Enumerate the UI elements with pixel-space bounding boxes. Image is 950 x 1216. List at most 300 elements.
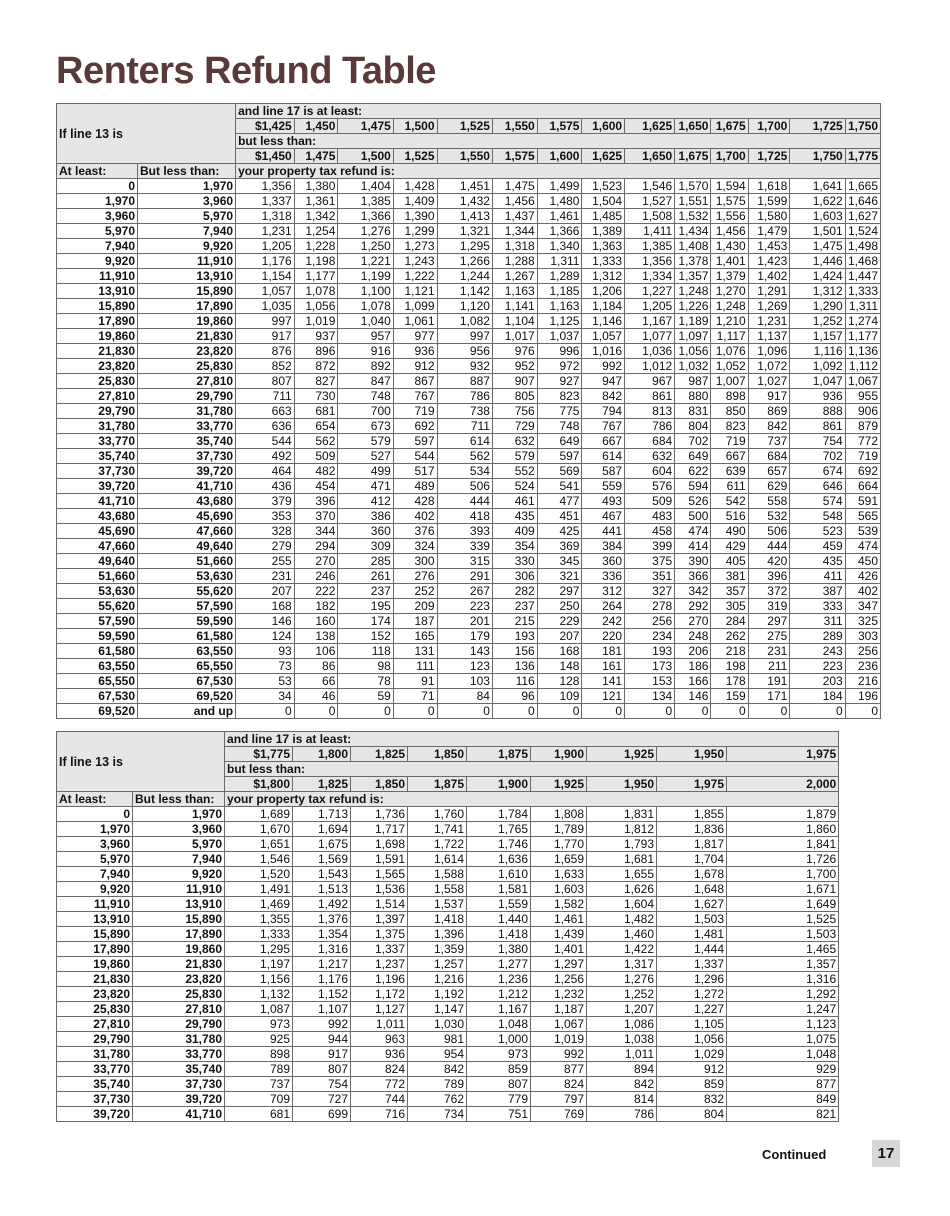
line13-less-than-cell: 57,590 [138,599,236,614]
refund-cell: 892 [338,359,393,374]
table-row [57,284,881,299]
line13-less-than-cell: 45,690 [138,509,236,524]
refund-cell: 179 [437,629,492,644]
refund-cell: 824 [351,1062,408,1077]
refund-cell: 597 [537,449,582,464]
refund-cell: 454 [294,479,338,494]
refund-cell: 344 [294,524,338,539]
table-row [57,987,839,1002]
refund-cell: 279 [236,539,295,554]
line13-less-than-cell: 3,960 [133,822,225,837]
line13-less-than-cell: 41,710 [138,479,236,494]
refund-cell: 1,836 [657,822,727,837]
refund-cell: 1,337 [657,957,727,972]
refund-cell: 1,430 [711,239,748,254]
refund-cell: 894 [587,1062,657,1077]
refund-cell: 565 [845,509,880,524]
refund-cell: 639 [711,464,748,479]
table-row [57,614,881,629]
refund-cell: 898 [711,389,748,404]
refund-cell: 1,354 [293,927,351,942]
refund-cell: 285 [338,554,393,569]
line13-less-than-cell: 41,710 [133,1107,225,1122]
line13-less-than-cell: 13,910 [138,269,236,284]
refund-cell: 1,231 [748,314,790,329]
refund-cell: 1,318 [236,209,295,224]
refund-cell: 1,543 [293,867,351,882]
line13-at-least-cell: 45,690 [57,524,138,539]
refund-cell: 223 [437,599,492,614]
table-row [57,1062,839,1077]
refund-cell: 888 [790,404,845,419]
refund-cell: 1,525 [727,912,839,927]
line17-min-cell: 1,475 [338,119,393,134]
table-row [57,344,881,359]
refund-cell: 0 [437,704,492,719]
refund-cell: 305 [711,599,748,614]
refund-cell: 1,105 [657,1017,727,1032]
refund-cell: 66 [294,674,338,689]
refund-cell: 1,468 [845,254,880,269]
refund-cell: 215 [492,614,537,629]
refund-cell: 387 [790,584,845,599]
refund-cell: 300 [393,554,437,569]
line13-at-least-cell: 29,790 [57,404,138,419]
refund-cell: 426 [845,569,880,584]
refund-cell: 492 [236,449,295,464]
line13-less-than-cell: 37,730 [138,449,236,464]
refund-cell: 967 [625,374,675,389]
table-row [57,1017,839,1032]
refund-cell: 738 [437,404,492,419]
refund-cell: 1,363 [582,239,625,254]
refund-cell: 1,481 [657,927,727,942]
line17-min-cell: 1,725 [790,119,845,134]
table-row [57,689,881,704]
refund-cell: 321 [537,569,582,584]
refund-cell: 1,198 [294,254,338,269]
refund-cell: 464 [236,464,295,479]
refund-cell: 243 [790,644,845,659]
refund-cell: 405 [711,554,748,569]
line17-min-cell: 1,825 [351,747,408,762]
refund-cell: 1,408 [675,239,711,254]
refund-cell: 1,321 [437,224,492,239]
refund-cell: 681 [294,404,338,419]
refund-cell: 490 [711,524,748,539]
refund-cell: 435 [790,554,845,569]
refund-cell: 526 [675,494,711,509]
refund-cell: 1,276 [338,224,393,239]
refund-cell: 459 [790,539,845,554]
line17-min-cell: 1,525 [437,119,492,134]
refund-cell: 852 [236,359,295,374]
refund-cell: 1,746 [467,837,531,852]
line13-less-than-cell: 29,790 [138,389,236,404]
line13-less-than-cell: 15,890 [133,912,225,927]
refund-cell: 309 [338,539,393,554]
refund-cell: 859 [467,1062,531,1077]
refund-cell: 1,524 [845,224,880,239]
refund-cell: 1,082 [437,314,492,329]
refund-cell: 699 [293,1107,351,1122]
refund-cell: 168 [537,644,582,659]
refund-cell: 1,626 [587,882,657,897]
refund-cell: 242 [582,614,625,629]
refund-cell: 744 [351,1092,408,1107]
refund-cell: 823 [711,419,748,434]
refund-cell: 912 [657,1062,727,1077]
refund-cell: 1,057 [582,329,625,344]
refund-cell: 1,610 [467,867,531,882]
refund-cell: 973 [467,1047,531,1062]
refund-cell: 1,446 [790,254,845,269]
line13-less-than-cell: 31,780 [138,404,236,419]
refund-cell: 1,316 [727,972,839,987]
refund-cell: 649 [537,434,582,449]
row-range-header: If line 13 is [57,732,225,792]
refund-cell: 1,342 [294,209,338,224]
refund-cell: 1,461 [531,912,587,927]
line13-less-than-cell: 31,780 [133,1032,225,1047]
line13-at-least-cell: 3,960 [57,209,138,224]
refund-cell: 84 [437,689,492,704]
refund-cell: 1,503 [727,927,839,942]
line13-at-least-cell: 61,580 [57,644,138,659]
refund-cell: 311 [790,614,845,629]
refund-cell: 1,603 [531,882,587,897]
line13-less-than-cell: 25,830 [138,359,236,374]
refund-cell: 1,337 [236,194,295,209]
refund-cell: 629 [748,479,790,494]
refund-cell: 1,048 [467,1017,531,1032]
refund-cell: 1,270 [711,284,748,299]
refund-cell: 1,722 [408,837,467,852]
refund-cell: 1,232 [531,987,587,1002]
refund-cell: 917 [236,329,295,344]
refund-cell: 1,570 [675,179,711,194]
table-row [57,329,881,344]
line13-less-than-cell: 47,660 [138,524,236,539]
refund-cell: 276 [393,569,437,584]
line13-at-least-cell: 25,830 [57,374,138,389]
refund-cell: 231 [236,569,295,584]
refund-cell: 534 [437,464,492,479]
line13-at-least-cell: 41,710 [57,494,138,509]
refund-cell: 1,678 [657,867,727,882]
refund-cell: 807 [236,374,295,389]
refund-cell: 1,760 [408,807,467,822]
page-number: 17 [872,1140,900,1167]
refund-cell: 0 [537,704,582,719]
line13-less-than-cell: and up [138,704,236,719]
table-row [57,404,881,419]
refund-cell: 255 [236,554,295,569]
refund-cell: 53 [236,674,295,689]
refund-cell: 927 [537,374,582,389]
refund-cell: 1,378 [675,254,711,269]
refund-cell: 842 [748,419,790,434]
refund-cell: 896 [294,344,338,359]
line13-at-least-cell: 39,720 [57,1107,133,1122]
refund-cell: 558 [748,494,790,509]
refund-cell: 1,523 [582,179,625,194]
refund-cell: 956 [437,344,492,359]
table-row [57,867,839,882]
refund-cell: 954 [408,1047,467,1062]
refund-cell: 203 [790,674,845,689]
refund-cell: 663 [236,404,295,419]
refund-cell: 1,197 [225,957,293,972]
refund-cell: 201 [437,614,492,629]
line13-less-than-cell: 35,740 [133,1062,225,1077]
refund-cell: 193 [492,629,537,644]
line17-min-cell: 1,675 [711,119,748,134]
refund-cell: 552 [492,464,537,479]
refund-cell: 1,385 [338,194,393,209]
refund-cell: 1,604 [587,897,657,912]
table-row [57,912,839,927]
refund-cell: 360 [582,554,625,569]
refund-cell: 1,072 [748,359,790,374]
refund-cell: 1,184 [582,299,625,314]
refund-cell: 709 [225,1092,293,1107]
refund-cell: 429 [711,539,748,554]
refund-cell: 1,012 [625,359,675,374]
refund-cell: 198 [711,659,748,674]
table-row [57,179,881,194]
refund-cell: 1,418 [467,927,531,942]
table-row [57,479,881,494]
refund-cell: 1,078 [294,284,338,299]
refund-cell: 1,569 [293,852,351,867]
refund-cell: 789 [225,1062,293,1077]
refund-cell: 1,432 [437,194,492,209]
refund-cell: 756 [492,404,537,419]
line13-at-least-cell: 69,520 [57,704,138,719]
refund-cell: 976 [492,344,537,359]
refund-cell: 252 [393,584,437,599]
refund-cell: 542 [711,494,748,509]
refund-cell: 173 [625,659,675,674]
line13-less-than-cell: 69,520 [138,689,236,704]
refund-cell: 1,376 [293,912,351,927]
line13-at-least-cell: 13,910 [57,284,138,299]
refund-cell: 216 [845,674,880,689]
refund-cell: 1,007 [711,374,748,389]
refund-cell: 1,236 [467,972,531,987]
refund-cell: 730 [294,389,338,404]
refund-cell: 1,125 [537,314,582,329]
refund-cell: 1,356 [625,254,675,269]
refund-cell: 1,136 [845,344,880,359]
refund-cell: 171 [748,689,790,704]
line17-max-cell: 1,950 [587,777,657,792]
refund-cell: 872 [294,359,338,374]
refund-cell: 692 [845,464,880,479]
refund-cell: 1,061 [393,314,437,329]
refund-cell: 1,665 [845,179,880,194]
refund-cell: 1,037 [537,329,582,344]
refund-cell: 0 [338,704,393,719]
refund-cell: 59 [338,689,393,704]
refund-cell: 1,831 [587,807,657,822]
refund-cell: 1,491 [225,882,293,897]
refund-cell: 499 [338,464,393,479]
table-row [57,629,881,644]
refund-cell: 937 [294,329,338,344]
refund-cell: 191 [748,674,790,689]
refund-cell: 1,717 [351,822,408,837]
refund-cell: 1,622 [790,194,845,209]
line13-at-least-cell: 37,730 [57,1092,133,1107]
refund-cell: 284 [711,614,748,629]
refund-cell: 1,499 [537,179,582,194]
line17-max-cell: 1,925 [531,777,587,792]
refund-cell: 256 [625,614,675,629]
refund-cell: 823 [537,389,582,404]
refund-cell: 148 [537,659,582,674]
refund-cell: 379 [236,494,295,509]
line13-less-than-cell: 27,810 [138,374,236,389]
refund-cell: 193 [625,644,675,659]
table-row [57,464,881,479]
refund-cell: 1,156 [225,972,293,987]
refund-cell: 516 [711,509,748,524]
refund-cell: 1,146 [582,314,625,329]
refund-cell: 1,558 [408,882,467,897]
refund-cell: 178 [711,674,748,689]
line13-less-than-cell: 17,890 [133,927,225,942]
line17-min-cell: 1,650 [675,119,711,134]
refund-cell: 1,226 [675,299,711,314]
refund-cell: 131 [393,644,437,659]
refund-cell: 1,121 [393,284,437,299]
refund-cell: 1,250 [338,239,393,254]
line13-less-than-cell: 33,770 [133,1047,225,1062]
refund-cell: 1,389 [582,224,625,239]
refund-cell: 523 [790,524,845,539]
refund-cell: 489 [393,479,437,494]
refund-cell: 146 [675,689,711,704]
line13-at-least-cell: 0 [57,179,138,194]
table-row [57,359,881,374]
refund-cell: 1,344 [492,224,537,239]
line13-less-than-cell: 17,890 [138,299,236,314]
refund-cell: 711 [236,389,295,404]
refund-cell: 594 [675,479,711,494]
refund-cell: 719 [845,449,880,464]
refund-cell: 1,112 [845,359,880,374]
refund-cell: 1,092 [790,359,845,374]
table-row [57,389,881,404]
refund-cell: 1,228 [294,239,338,254]
refund-cell: 700 [338,404,393,419]
line13-at-least-cell: 55,620 [57,599,138,614]
refund-cell: 1,216 [408,972,467,987]
refund-cell: 506 [437,479,492,494]
line13-at-least-cell: 15,890 [57,299,138,314]
refund-cell: 963 [351,1032,408,1047]
line17-max-cell: 1,825 [293,777,351,792]
continued-label: Continued [762,1147,827,1162]
table-row [57,194,881,209]
refund-header: your property tax refund is: [225,792,839,807]
line17-min-cell: 1,575 [537,119,582,134]
refund-cell: 353 [236,509,295,524]
refund-cell: 1,396 [408,927,467,942]
refund-cell: 1,641 [790,179,845,194]
refund-cell: 541 [537,479,582,494]
refund-cell: 1,627 [845,209,880,224]
refund-cell: 849 [727,1092,839,1107]
line17-max-cell: 1,725 [748,149,790,164]
header-row-column-labels [57,164,881,179]
refund-cell: 1,424 [790,269,845,284]
refund-cell: 1,252 [790,314,845,329]
line13-less-than-cell: 29,790 [133,1017,225,1032]
line17-at-least-label: and line 17 is at least: [225,732,839,747]
refund-cell: 751 [467,1107,531,1122]
refund-cell: 1,237 [351,957,408,972]
line17-max-cell: 1,975 [657,777,727,792]
table-row [57,599,881,614]
table-row [57,434,881,449]
refund-cell: 804 [675,419,711,434]
refund-cell: 1,120 [437,299,492,314]
refund-cell: 821 [727,1107,839,1122]
line13-less-than-cell: 25,830 [133,987,225,1002]
refund-cell: 483 [625,509,675,524]
refund-cell: 1,465 [727,942,839,957]
refund-cell: 1,267 [492,269,537,284]
line13-less-than-cell: 61,580 [138,629,236,644]
refund-cell: 794 [582,404,625,419]
refund-cell: 754 [790,434,845,449]
refund-cell: 1,163 [492,284,537,299]
refund-cell: 146 [236,614,295,629]
refund-cell: 0 [790,704,845,719]
refund-cell: 1,456 [711,224,748,239]
refund-cell: 827 [294,374,338,389]
table-row [57,524,881,539]
refund-cell: 1,361 [294,194,338,209]
refund-cell: 106 [294,644,338,659]
refund-cell: 418 [437,509,492,524]
refund-cell: 562 [294,434,338,449]
refund-cell: 524 [492,479,537,494]
refund-cell: 103 [437,674,492,689]
refund-cell: 1,292 [727,987,839,1002]
line13-less-than-cell: 1,970 [133,807,225,822]
refund-cell: 1,067 [531,1017,587,1032]
line13-at-least-cell: 31,780 [57,419,138,434]
refund-cell: 1,199 [338,269,393,284]
refund-cell: 336 [582,569,625,584]
refund-cell: 1,185 [537,284,582,299]
refund-cell: 1,444 [657,942,727,957]
line17-max-cell: 1,600 [537,149,582,164]
refund-cell: 1,704 [657,852,727,867]
line17-max-cell: 1,775 [845,149,880,164]
table-row [57,374,881,389]
refund-cell: 1,418 [408,912,467,927]
refund-cell: 936 [393,344,437,359]
refund-cell: 767 [393,389,437,404]
refund-cell: 1,177 [294,269,338,284]
table-row [57,972,839,987]
refund-cell: 1,379 [711,269,748,284]
